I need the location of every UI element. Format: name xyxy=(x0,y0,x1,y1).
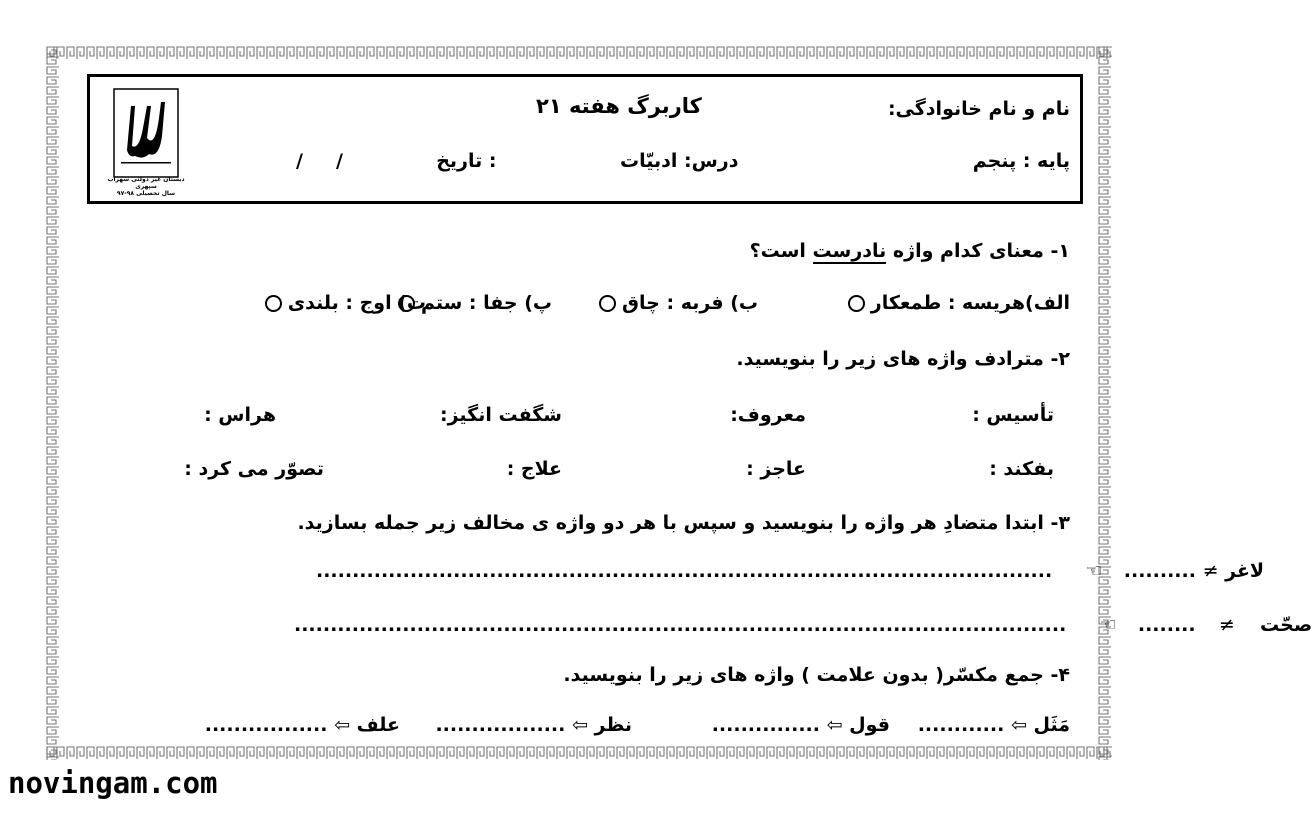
lesson-label: درس: ادبیّات xyxy=(620,150,739,172)
q3-word-2: صحّت xyxy=(1260,614,1312,636)
q4-word-3: نظر xyxy=(594,714,632,736)
q2-word-4: هراس : xyxy=(204,404,276,426)
sentence-dots: ........................................................................................................... xyxy=(294,614,1067,636)
q4-word-4: علف xyxy=(356,714,400,736)
not-equal-icon: ≠ xyxy=(1218,614,1235,636)
site-watermark: novingam.com xyxy=(8,766,218,800)
not-equal-icon: ≠ xyxy=(1202,560,1219,582)
border-pattern-top xyxy=(46,46,1112,60)
logo-caption-line-2: سال تحصیلی ۹۸-۹۷ xyxy=(116,190,176,197)
q1-option-d-label: ت) اوج : بلندی xyxy=(287,292,426,314)
q1-option-a[interactable] xyxy=(842,292,1070,314)
name-label: نام و نام خانوادگی: xyxy=(887,98,1070,120)
radio-circle-icon[interactable] xyxy=(848,295,865,312)
q2-word-6: عاجز : xyxy=(746,458,806,480)
border-pattern-bottom xyxy=(46,746,1112,760)
q1-option-b[interactable] xyxy=(593,292,758,314)
q2-word-5: بفکند : xyxy=(989,458,1054,480)
q4-item-4[interactable] xyxy=(205,714,400,736)
q4-item-1[interactable] xyxy=(918,714,1070,736)
date-slashes: / / xyxy=(296,150,343,172)
q3-item-2[interactable] xyxy=(294,614,1312,636)
antonym-dots: ........ xyxy=(1137,614,1196,636)
q4-word-2: قول xyxy=(849,714,890,736)
radio-circle-icon[interactable] xyxy=(265,295,282,312)
q1-suffix: است؟ xyxy=(749,240,813,262)
question-3-title: ۳- ابتدا متضادِ هر واژه را بنویسید و سپس با هر دو واژه ی مخالف زیر جمله بسازید. xyxy=(297,512,1070,534)
logo-caption xyxy=(103,176,189,197)
logo-caption-line-1: دبستان غیر دولتی سهراب سپهری xyxy=(107,176,185,190)
q3-word-1: لاغر xyxy=(1225,560,1265,582)
date-field[interactable] xyxy=(296,150,496,172)
pointing-hand-icon: ☜ xyxy=(1099,614,1117,636)
border-pattern-right xyxy=(1098,46,1112,760)
grade-label: پایه : پنجم xyxy=(972,150,1070,172)
worksheet-title: کاربرگ هفته ۲۱ xyxy=(536,94,702,118)
school-logo-icon xyxy=(113,88,179,178)
antonym-dots: .......... xyxy=(1123,560,1196,582)
q3-item-1[interactable] xyxy=(316,560,1264,582)
answer-dots: ............... xyxy=(711,714,820,736)
answer-dots: ............ xyxy=(917,714,1005,736)
q1-option-d[interactable] xyxy=(259,292,426,314)
question-4-title: ۴- جمع مکسّر( بدون علامت ) واژه های زیر را بنویسید. xyxy=(563,664,1070,686)
q4-item-2[interactable] xyxy=(712,714,890,736)
left-arrow-icon: ⇦ xyxy=(334,714,350,736)
q1-option-c-label: پ) جفا : ستم xyxy=(420,292,552,314)
q1-prefix: ۱- معنای کدام واژه xyxy=(886,240,1070,262)
answer-dots: ................. xyxy=(204,714,328,736)
q2-word-2: معروف: xyxy=(730,404,806,426)
date-label: تاریخ : xyxy=(436,150,497,172)
q2-word-3: شگفت انگیز: xyxy=(439,404,562,426)
left-arrow-icon: ⇦ xyxy=(571,714,588,736)
answer-dots: .................. xyxy=(435,714,566,736)
question-1-title xyxy=(750,240,1070,262)
q1-option-a-label: الف)هریسه : طمعکار xyxy=(870,292,1070,314)
q2-word-7: علاج : xyxy=(506,458,562,480)
pointing-hand-icon: ☜ xyxy=(1085,560,1103,582)
q2-word-1: تأسیس : xyxy=(972,404,1054,426)
q1-underlined-word: نادرست xyxy=(812,240,887,262)
question-2-title: ۲- مترادف واژه های زیر را بنویسید. xyxy=(736,348,1070,370)
radio-circle-icon[interactable] xyxy=(599,295,616,312)
q4-item-3[interactable] xyxy=(435,714,632,736)
q2-word-8: تصوّر می کرد : xyxy=(184,458,324,480)
left-arrow-icon: ⇦ xyxy=(826,714,843,736)
sentence-dots: ...................................................................................................... xyxy=(316,560,1053,582)
border-pattern-left xyxy=(46,46,60,760)
left-arrow-icon: ⇦ xyxy=(1010,714,1027,736)
q1-option-b-label: ب) فربه : چاق xyxy=(622,292,758,314)
q4-word-1: مَثَل xyxy=(1033,714,1070,736)
